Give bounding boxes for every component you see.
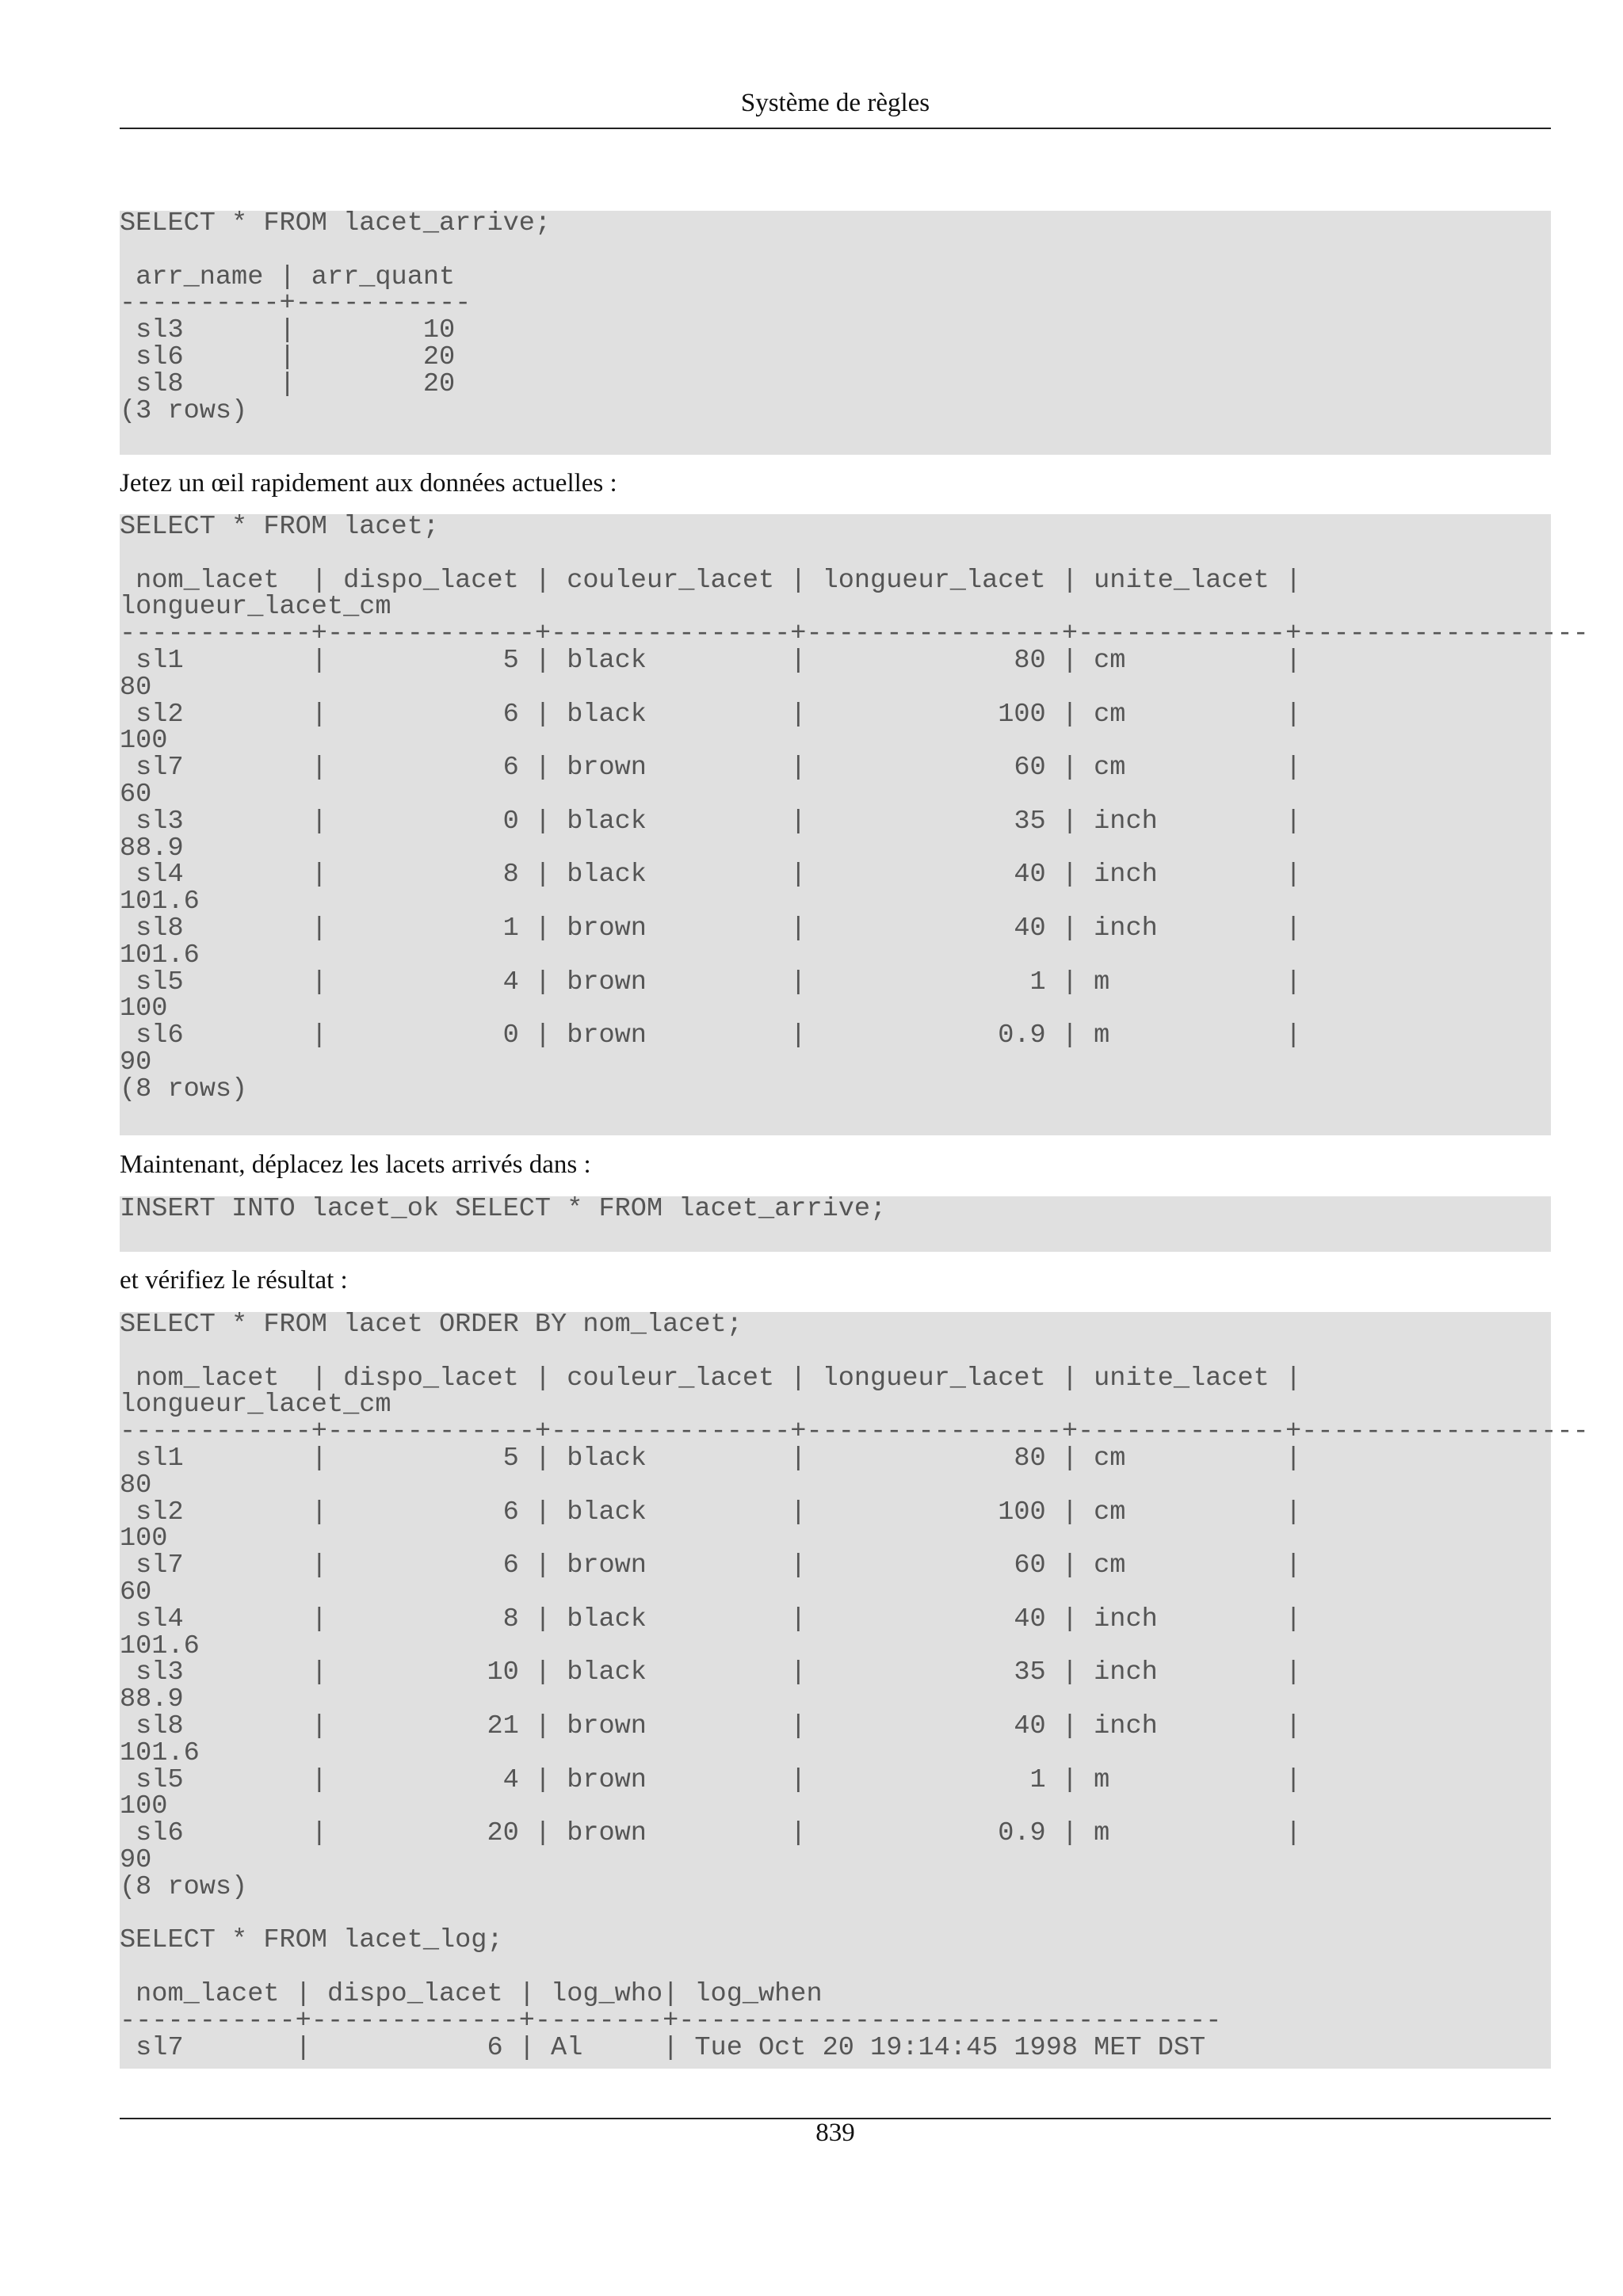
code-block-lacet-ordered-and-log: SELECT * FROM lacet ORDER BY nom_lacet; nom_lacet | dispo_lacet | couleur_lacet | longueur_lacet | unite_lacet | longueur_lacet_cm ------------+-------------+---------------+----------------+-------------+------------------ sl1 | 5 | black | 80 | cm | 80 sl2 | 6 | black | 100 | cm | 100 sl7 | 6 | brown | 60 | cm | 60 sl4 | 8 | black | 40 | inch | 101.6 sl3 | 10 | black | 35 | inch | 88.9 sl8 | 21 | brown | 40 | inch | 101.6 sl5 | 4 | brown | 1 | m | 100 sl6 | 20 | brown | 0.9 | m | 90 (8 rows) SELECT * FROM lacet_log; nom_lacet | dispo_lacet | log_who| log_when -----------+-------------+--------+---------------------------------- sl7 | 6 | Al | Tue Oct 20 19:14:45 1998 MET DST [120,1312,1551,2069]
page-number: 839 [815,2119,855,2147]
paragraph-check-result: et vérifiez le résultat : [120,1266,348,1295]
header-rule [120,128,1551,129]
code-block-lacet: SELECT * FROM lacet; nom_lacet | dispo_lacet | couleur_lacet | longueur_lacet | unite_lacet | longueur_lacet_cm ------------+-------------+---------------+----------------+-------------+------------------ sl1 | 5 | black | 80 | cm | 80 sl2 | 6 | black | 100 | cm | 100 sl7 | 6 | brown | 60 | cm | 60 sl3 | 0 | black | 35 | inch | 88.9 sl4 | 8 | black | 40 | inch | 101.6 sl8 | 1 | brown | 40 | inch | 101.6 sl5 | 4 | brown | 1 | m | 100 sl6 | 0 | brown | 0.9 | m | 90 (8 rows) [120,514,1551,1135]
page-header: Système de règles [740,89,930,117]
paragraph-move-laces: Maintenant, déplacez les lacets arrivés dans : [120,1150,591,1179]
code-block-lacet-arrive: SELECT * FROM lacet_arrive; arr_name | arr_quant ----------+----------- sl3 | 10 sl6 | 20 sl8 | 20 (3 rows) [120,211,1551,455]
code-block-insert: INSERT INTO lacet_ok SELECT * FROM lacet_arrive; [120,1196,1551,1252]
paragraph-current-data: Jetez un œil rapidement aux données actuelles : [120,469,617,498]
